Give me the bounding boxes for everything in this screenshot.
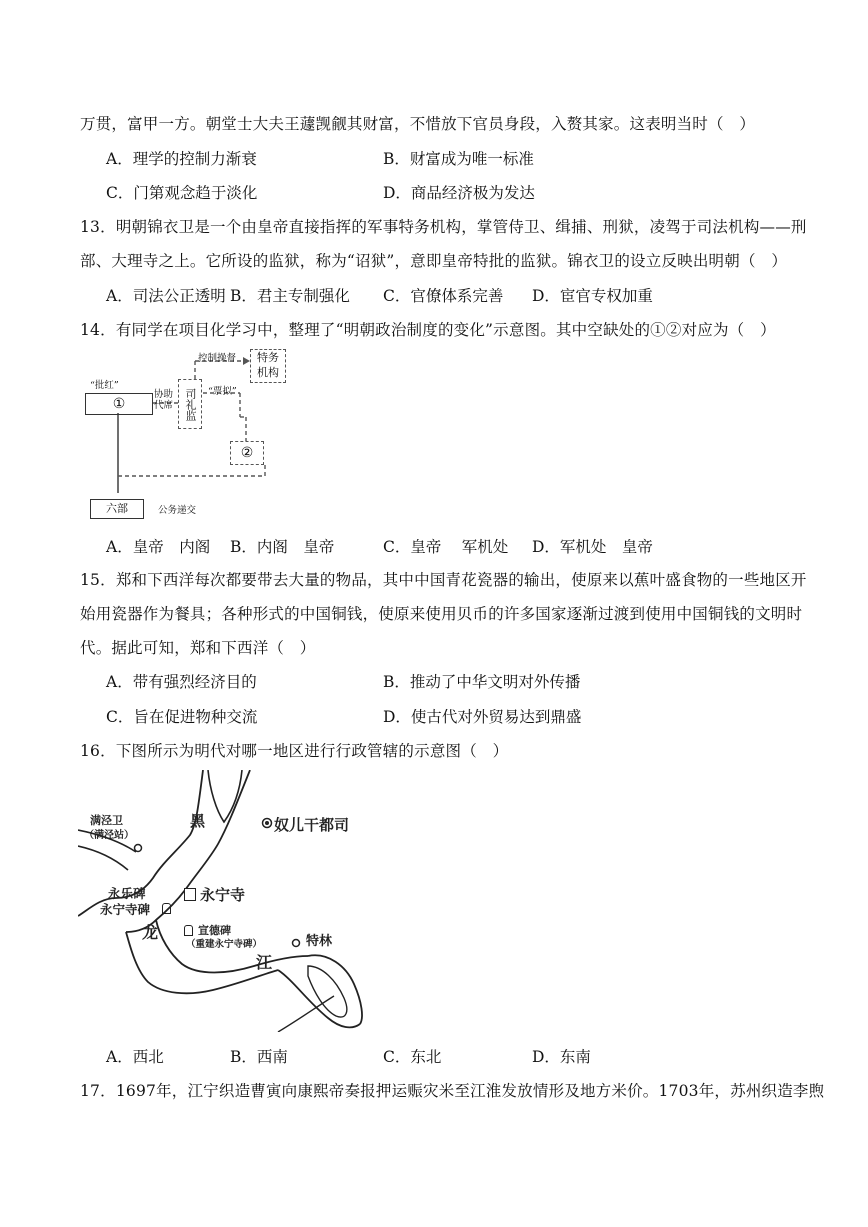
q15-line-3: 代。据此可知，郑和下西洋（ ） (80, 639, 316, 657)
box-1: ① (85, 393, 153, 415)
silijian-box: 司礼监 (178, 379, 202, 429)
q16-option-c[interactable]: C．东北 (383, 1048, 442, 1066)
yongningsibei-label: 永宁寺碑 (100, 902, 151, 917)
long-label: 龙 (142, 923, 159, 942)
q16-option-a[interactable]: A．西北 (106, 1048, 164, 1066)
jiang-label: 江 (256, 953, 273, 972)
yongle-label: 永乐碑 (108, 886, 146, 901)
temple-icon (184, 888, 196, 901)
yongningsi-label: 永宁寺 (200, 886, 246, 904)
xuande-label: 宣德碑 (198, 924, 231, 937)
q13-option-c[interactable]: C．官僚体系完善 (383, 287, 504, 305)
box-2: ② (230, 441, 264, 465)
q15-line-1: 15．郑和下西洋每次都要带去大量的物品，其中中国青花瓷器的输出，使原来以蕉叶盛食物的一些地区开 (80, 571, 807, 589)
q12-option-a[interactable]: A．理学的控制力渐衰 (106, 150, 257, 168)
q16-text: 16．下图所示为明代对哪一地区进行行政管辖的示意图（ ） (80, 742, 509, 760)
q14-option-b[interactable]: B．内阁 皇帝 (230, 538, 335, 556)
pihong-label: “批红” (90, 380, 119, 391)
tewu-box: 特务 机构 (250, 349, 286, 383)
q13-option-b[interactable]: B．君主专制强化 (230, 287, 350, 305)
q15-option-c[interactable]: C．旨在促进物种交流 (106, 708, 258, 726)
nuergan-label: 奴儿干都司 (274, 816, 350, 834)
assist-label: 协助 代席 (154, 389, 174, 411)
q13-line-1: 13．明朝锦衣卫是一个由皇帝直接指挥的军事特务机构，掌管侍卫、缉捕、刑狱，凌驾于司法机构——刑 (80, 218, 807, 236)
q15-option-d[interactable]: D．使古代对外贸易达到鼎盛 (383, 708, 582, 726)
manjingzhan-label: （满泾站） (84, 830, 134, 841)
q14-option-a[interactable]: A．皇帝 内阁 (106, 538, 211, 556)
chongjian-label: （重建永宁寺碑） (186, 939, 263, 950)
control-label: 控制操督 (198, 353, 237, 364)
q14-option-c[interactable]: C．皇帝 军机处 (383, 538, 509, 556)
manjingwei-label: 满泾卫 (90, 814, 123, 827)
q12-option-d[interactable]: D．商品经济极为发达 (383, 184, 535, 202)
piaoni-label: “票拟” (208, 386, 237, 397)
q16-option-d[interactable]: D．东南 (532, 1048, 591, 1066)
q16-option-b[interactable]: B．西南 (230, 1048, 288, 1066)
q15-line-2: 始用瓷器作为餐具；各种形式的中国铜钱，使原来使用贝币的许多国家逐渐过渡到使用中国铜钱的文明时 (80, 605, 803, 623)
q17-text: 17．1697年，江宁织造曹寅向康熙帝奏报押运赈灾米至江淮发放情形及地方米价。1703年，苏州织造李煦 (80, 1082, 825, 1100)
q13-line-2: 部、大理寺之上。它所设的监狱，称为“诏狱”，意即皇帝特批的监狱。锦衣卫的设立反映出明朝（ ） (80, 252, 788, 270)
q16-map (78, 770, 368, 1032)
q14-diagram (80, 345, 310, 525)
q13-option-d[interactable]: D．宦官专权加重 (532, 287, 653, 305)
q12-option-c[interactable]: C．门第观念趋于淡化 (106, 184, 258, 202)
telin-label: 特林 (306, 934, 333, 949)
stele-icon (184, 925, 193, 936)
hei-label: 黑 (190, 812, 206, 830)
stele-icon (162, 903, 171, 914)
liubu-box: 六部 (90, 499, 144, 519)
q15-option-b[interactable]: B．推动了中华文明对外传播 (383, 673, 581, 691)
q12-option-b[interactable]: B．财富成为唯一标准 (383, 150, 534, 168)
q12-text: 万贯，富甲一方。朝堂士大夫王蘧觊觎其财富，不惜放下官员身段，入赘其家。这表明当时（ ） (80, 115, 756, 133)
gongwu-label: 公务递交 (158, 505, 197, 516)
q15-option-a[interactable]: A．带有强烈经济目的 (106, 673, 257, 691)
q14-option-d[interactable]: D．军机处 皇帝 (532, 538, 653, 556)
q14-text: 14．有同学在项目化学习中，整理了“明朝政治制度的变化”示意图。其中空缺处的①②对应为（ ） (80, 321, 776, 339)
q13-option-a[interactable]: A．司法公正透明 (106, 287, 226, 305)
